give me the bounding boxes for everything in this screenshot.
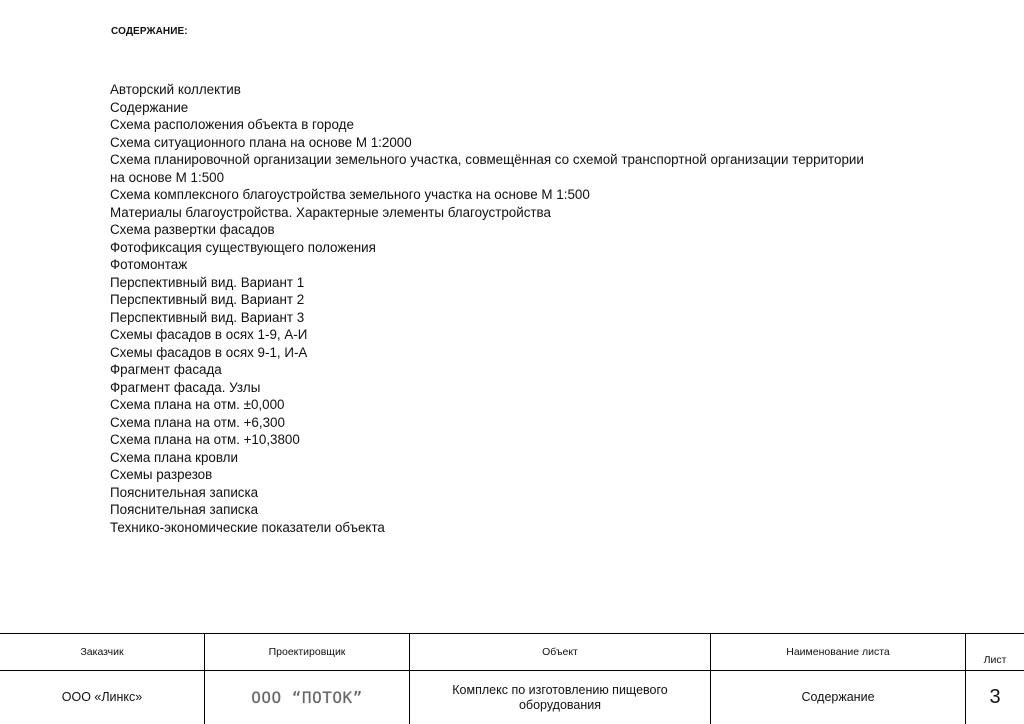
table-of-contents [110, 81, 870, 536]
toc-item: Материалы благоустройства. Характерные элементы благоустройства [110, 204, 551, 220]
designer-logo: ООО “ПОТОК” [251, 688, 363, 707]
toc-item: Фотофиксация существующего положения [110, 239, 376, 255]
toc-item: Схема планировочной организации земельного участка, совмещённая со схемой транспортной организации территории на основе М 1:500 [110, 152, 864, 185]
toc-item: Содержание [110, 99, 189, 115]
title-block [0, 633, 1024, 724]
toc-item: Пояснительная записка [110, 484, 259, 500]
toc-item: Схема развертки фасадов [110, 222, 275, 237]
toc-item: Перспективный вид. Вариант 1 [110, 274, 305, 290]
toc-item: Перспективный вид. Вариант 2 [110, 292, 305, 307]
toc-item: Схема плана на отм. +10,3800 [110, 432, 300, 447]
toc-item: Схемы разрезов [110, 467, 213, 482]
document-heading: СОДЕРЖАНИЕ: [111, 26, 188, 37]
object-header: Объект [542, 646, 578, 658]
toc-item: Схема расположения объекта в городе [110, 117, 354, 132]
object-value: Комплекс по изготовлению пищевого оборудования [452, 682, 668, 712]
toc-item: Авторский коллектив [110, 82, 241, 97]
toc-item: Технико-экономические показатели объекта [110, 519, 385, 535]
toc-item: Фотомонтаж [110, 257, 188, 272]
sheet-header: Лист [983, 654, 1007, 666]
toc-item: Схема плана на отм. +6,300 [110, 414, 285, 430]
toc-item: Схемы фасадов в осях 9-1, И-А [110, 344, 308, 360]
toc-item: Фрагмент фасада [110, 362, 222, 377]
sheet-name-value: Содержание [801, 690, 875, 704]
toc-item: Схема ситуационного плана на основе М 1:2000 [110, 134, 412, 150]
toc-item: Схема плана кровли [110, 449, 238, 465]
toc-item: Схема комплексного благоустройства земельного участка на основе М 1:500 [110, 187, 590, 202]
toc-item: Перспективный вид. Вариант 3 [110, 309, 305, 325]
sheet-number: 3 [989, 686, 1001, 708]
designer-header: Проектировщик [268, 646, 346, 658]
toc-item: Схема плана на отм. ±0,000 [110, 397, 285, 412]
toc-item: Фрагмент фасада. Узлы [110, 379, 261, 395]
toc-item: Схемы фасадов в осях 1-9, А-И [110, 327, 308, 342]
customer-header: Заказчик [80, 646, 124, 658]
customer-value: ООО «Линкс» [61, 690, 143, 704]
toc-item: Пояснительная записка [110, 502, 259, 517]
sheet-name-header: Наименование листа [786, 646, 890, 658]
